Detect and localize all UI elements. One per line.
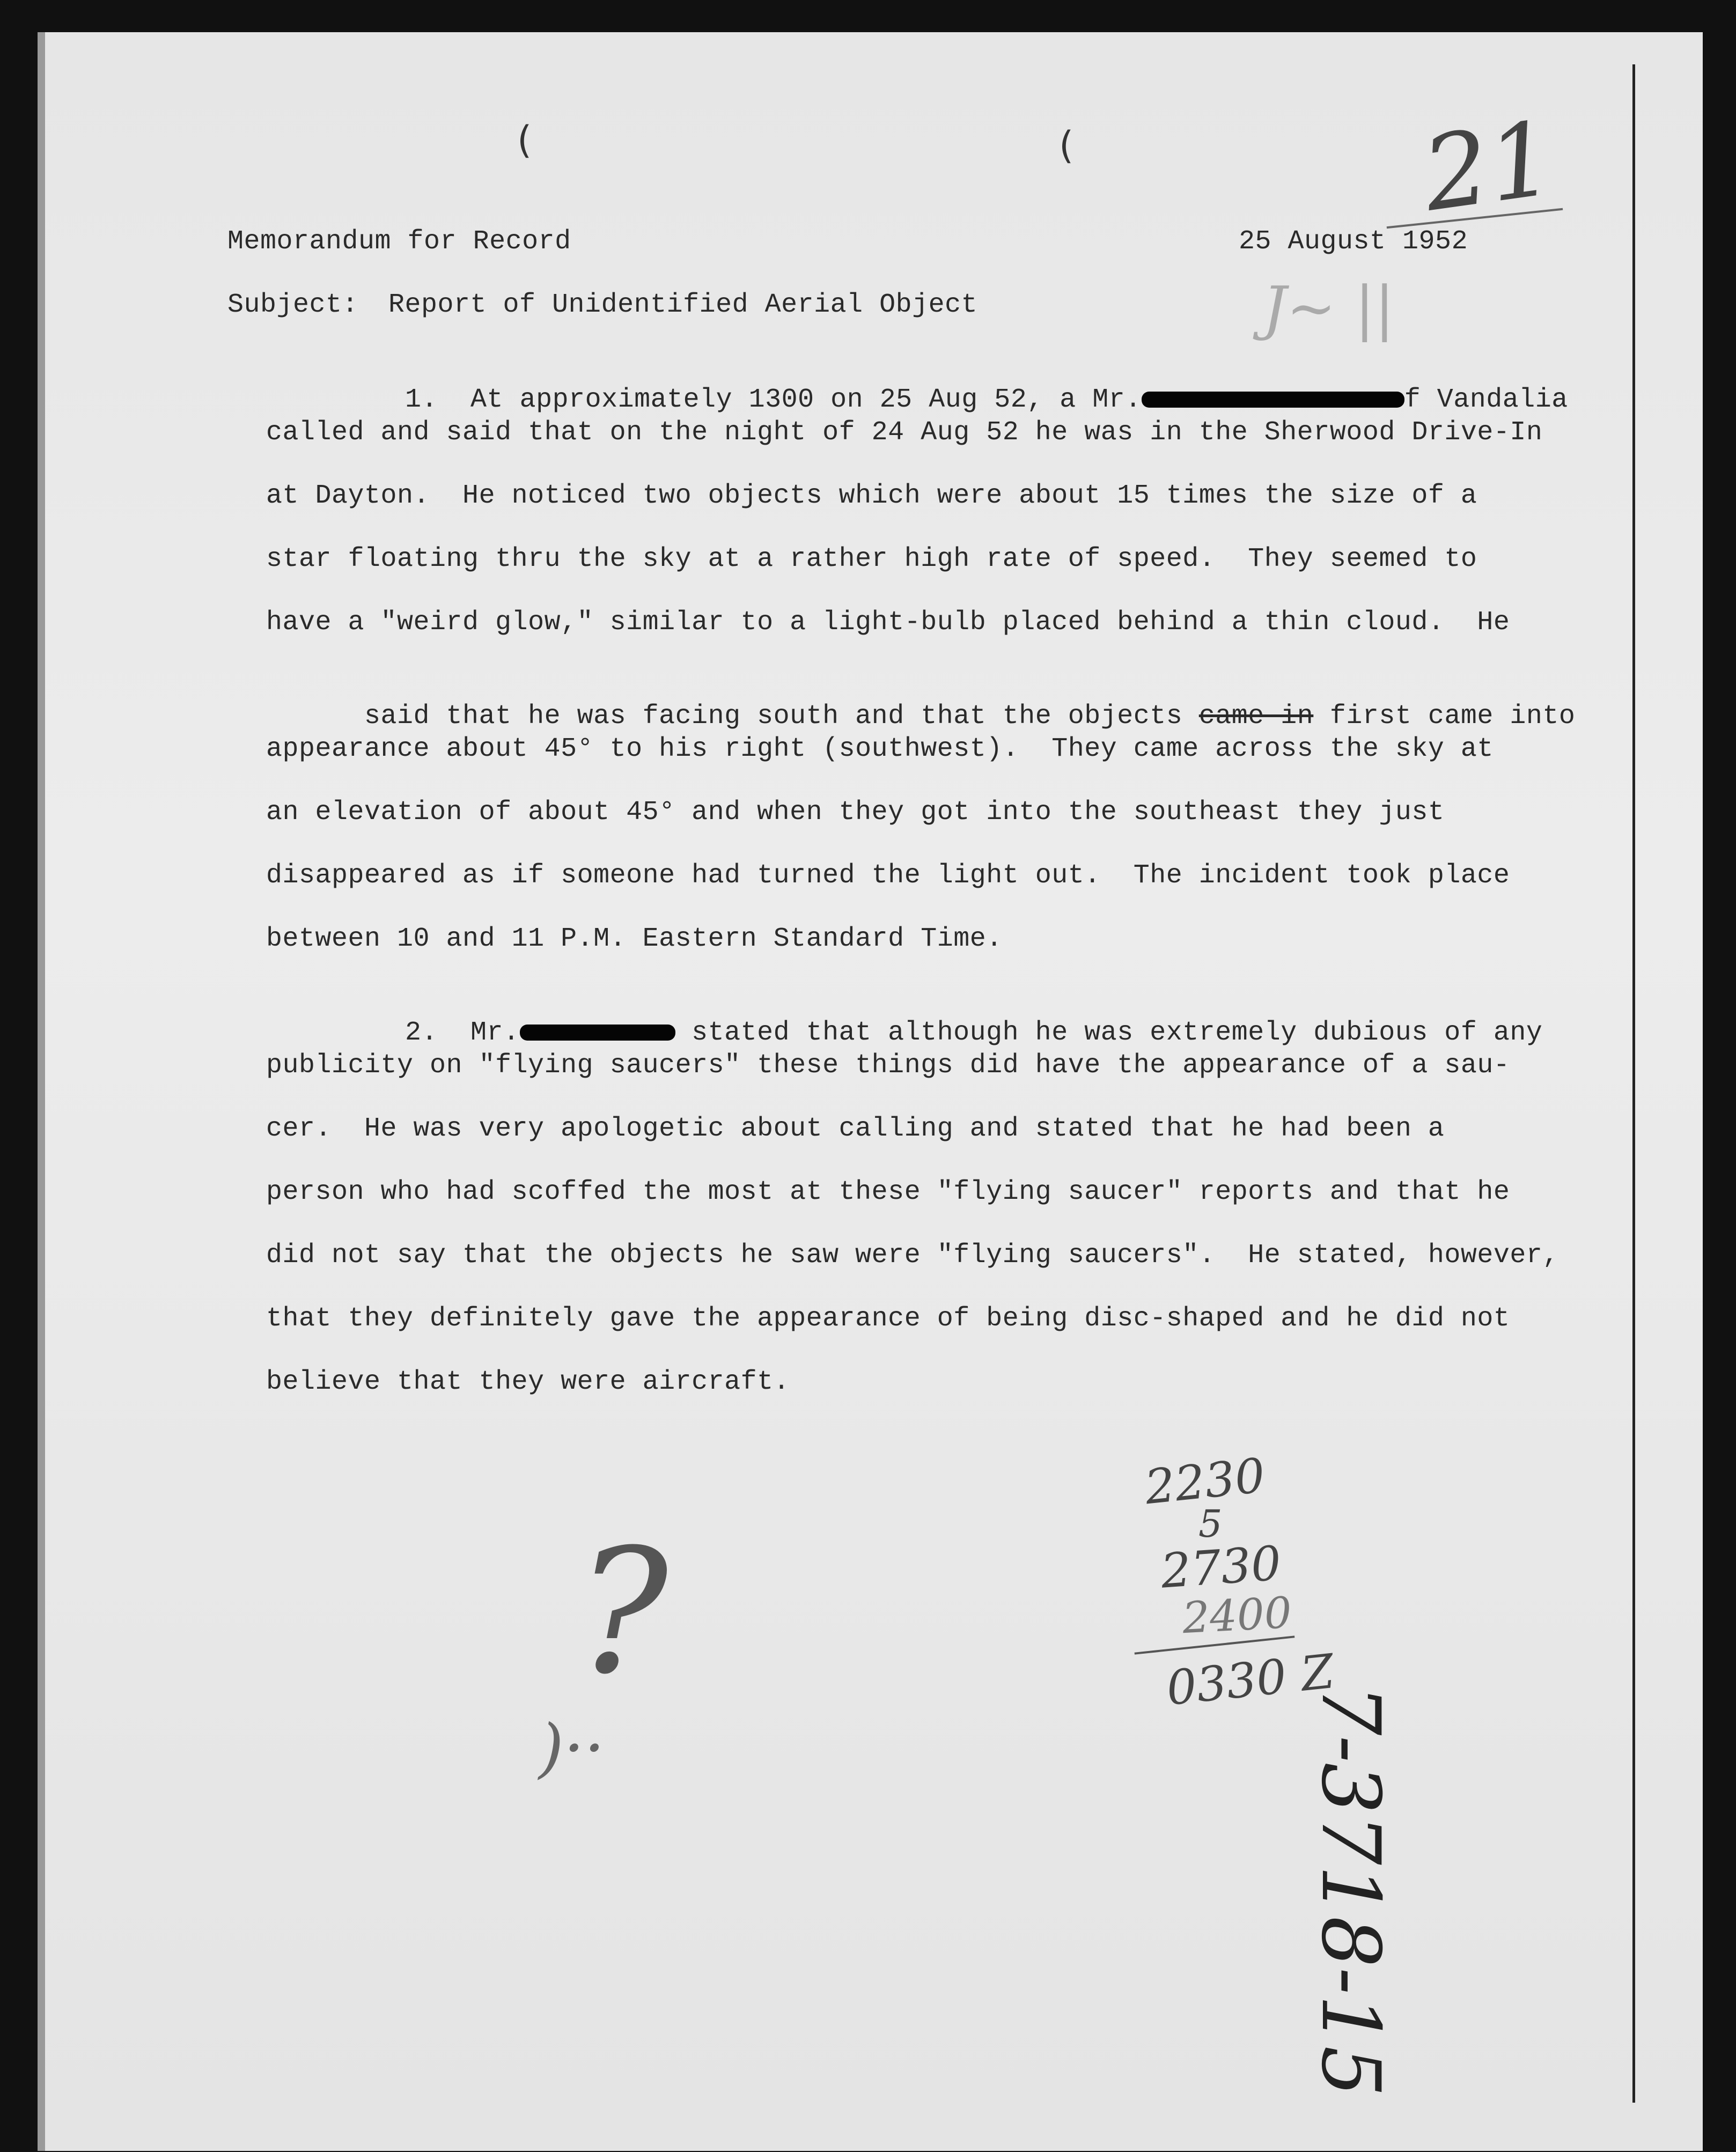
para2-line4: person who had scoffed the most at these "flying saucer" reports and that he bbox=[266, 1177, 1510, 1207]
calc-line-5: 0330 Z bbox=[1164, 1643, 1337, 1716]
para1-line3: at Dayton. He noticed two objects which were about 15 times the size of a bbox=[266, 481, 1477, 511]
para1-line8: an elevation of about 45° and when they got into the southeast they just bbox=[266, 797, 1445, 828]
handwritten-scribble-lower: )·· bbox=[539, 1711, 605, 1786]
calc-line-3: 2730 bbox=[1159, 1535, 1283, 1599]
para2-line2: publicity on "flying saucers" these things did have the appearance of a sau- bbox=[266, 1050, 1510, 1081]
memo-date: 25 August 1952 bbox=[1239, 226, 1468, 257]
para1-line5: have a "weird glow," similar to a light-bulb placed behind a thin cloud. He bbox=[266, 607, 1510, 638]
para2-line3: cer. He was very apologetic about calling and stated that he had been a bbox=[266, 1114, 1445, 1144]
redaction-bar bbox=[1142, 392, 1404, 408]
para2-line1-text-a: 2. Mr. bbox=[405, 1018, 520, 1048]
paren-mark-right: ( bbox=[1059, 123, 1074, 167]
calc-line-4: 2400 bbox=[1181, 1587, 1293, 1644]
para2-line5: did not say that the objects he saw were "flying saucers". He stated, however, bbox=[266, 1240, 1559, 1271]
para1-line2: called and said that on the night of 24 Aug 52 he was in the Sherwood Drive-In bbox=[266, 417, 1543, 448]
para2-line6: that they definitely gave the appearance of being disc-shaped and he did not bbox=[266, 1303, 1510, 1334]
memo-page bbox=[38, 32, 1703, 2151]
para1-line1-text-a: 1. At approximately 1300 on 25 Aug 52, a Mr. bbox=[405, 385, 1142, 415]
paren-mark-left: ( bbox=[517, 118, 532, 162]
redaction-bar bbox=[520, 1025, 675, 1041]
para1-line6-text-b: first came into bbox=[1313, 701, 1576, 732]
page-number-handwritten: 21 bbox=[1416, 99, 1561, 234]
handwritten-scribble: J~ || bbox=[1263, 274, 1395, 342]
para1-line4: star floating thru the sky at a rather high rate of speed. They seemed to bbox=[266, 544, 1477, 574]
para1-line10: between 10 and 11 P.M. Eastern Standard Time. bbox=[266, 924, 1003, 954]
struck-text: came in bbox=[1198, 701, 1314, 732]
para1-line9: disappeared as if someone had turned the light out. The incident took place bbox=[266, 860, 1510, 891]
margin-file-number: 7-3718-15 bbox=[1304, 1684, 1397, 2097]
para1-line6-text-a: said that he was facing south and that the objects bbox=[364, 701, 1199, 732]
calc-line-2: 5 bbox=[1198, 1502, 1223, 1546]
para2-line1-text-b: stated that although he was extremely dubious of any bbox=[675, 1018, 1543, 1048]
calc-line-1: 2230 bbox=[1142, 1447, 1268, 1515]
para1-line1-text-b: f Vandalia bbox=[1404, 385, 1568, 415]
para1-line7: appearance about 45° to his right (southwest). They came across the sky at bbox=[266, 734, 1494, 764]
memo-header-title: Memorandum for Record bbox=[227, 226, 571, 257]
subject-text: Report of Unidentified Aerial Object bbox=[388, 290, 978, 320]
page-edge-rule bbox=[1632, 64, 1635, 2103]
handwritten-question-mark: ? bbox=[576, 1513, 668, 1712]
subject-label: Subject: bbox=[227, 290, 359, 320]
para2-line7: believe that they were aircraft. bbox=[266, 1367, 790, 1397]
